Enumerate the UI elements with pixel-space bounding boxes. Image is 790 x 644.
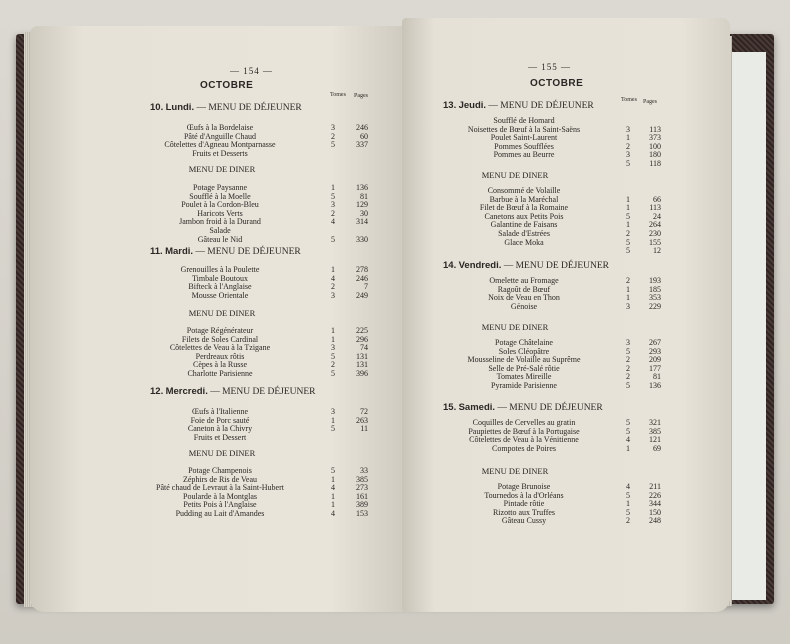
page-ref: 278: [356, 265, 368, 274]
page-ref: 121: [649, 435, 661, 445]
tome-number: 1: [626, 499, 630, 509]
tome-number: 5: [626, 507, 630, 517]
tome-number: 5: [331, 140, 335, 150]
page-ref: 131: [356, 351, 368, 361]
page-ref: 385: [649, 426, 661, 436]
page-ref: 180: [649, 150, 661, 160]
tome-number: 5: [626, 159, 630, 168]
page-ref: 225: [356, 326, 368, 335]
dish-name: Barbue à la Maréchal: [489, 194, 559, 204]
day-heading: [443, 260, 609, 271]
tome-number: 3: [626, 150, 630, 160]
tome-number: 5: [626, 237, 630, 247]
menu-subheading: MENU DE DINER: [188, 164, 256, 174]
tome-number: 5: [626, 418, 630, 427]
dish-name: Pâté chaud de Levraut à la Saint-Hubert: [156, 483, 284, 493]
dish-name: Soufflé à la Moelle: [189, 191, 251, 201]
page-ref: 81: [653, 372, 661, 382]
page-ref: 373: [649, 133, 661, 143]
tome-number: 2: [626, 516, 630, 526]
tome-number: 2: [626, 363, 630, 373]
dish-name: Haricots Verts: [197, 208, 243, 218]
tome-number: 3: [626, 301, 630, 311]
month-heading-left: OCTOBRE: [200, 80, 254, 91]
page-ref: 33: [360, 466, 368, 475]
tome-number: 3: [331, 290, 335, 300]
dish-name: Pyramide Parisienne: [491, 381, 557, 390]
dish-name: Gâteau Cussy: [501, 516, 547, 526]
dish-name: Potage Brunoise: [497, 482, 551, 491]
dish-name: Caneton à la Chivry: [187, 424, 253, 434]
tome-number: 2: [331, 208, 335, 218]
page-ref: 66: [653, 194, 661, 204]
tome-number: 1: [626, 203, 630, 213]
page-ref: 185: [649, 284, 661, 294]
tome-number: 5: [331, 234, 335, 244]
day-number: 15.: [443, 402, 457, 413]
dish-name: Pommes au Beurre: [493, 150, 555, 160]
page-ref: 7: [364, 282, 368, 292]
tome-number: 1: [626, 220, 630, 230]
page-ref: 193: [649, 276, 661, 285]
dish-name: Zéphirs de Ris de Veau: [182, 474, 258, 484]
dish-name: Fruits et Dessert: [193, 432, 247, 442]
page-ref: 229: [649, 301, 661, 311]
tome-number: 1: [331, 326, 335, 335]
tome-number: 1: [626, 284, 630, 294]
dish-name: Timbale Boutoux: [192, 273, 248, 283]
tome-number: 4: [626, 435, 630, 445]
page-ref: 226: [649, 490, 661, 500]
tome-number: 5: [626, 490, 630, 500]
tome-number: 2: [331, 360, 335, 370]
page-ref: 161: [356, 491, 368, 501]
page-ref: 296: [356, 334, 368, 344]
day-heading: [150, 246, 301, 257]
tome-number: 3: [331, 123, 335, 132]
tome-number: 4: [331, 273, 335, 283]
tome-number: 1: [626, 194, 630, 204]
day-name: Jeudi.: [458, 100, 487, 111]
day-number: 10.: [150, 102, 164, 113]
tome-number: 5: [331, 466, 335, 475]
dish-name: Charlotte Parisienne: [187, 369, 253, 378]
tome-number: 5: [626, 246, 630, 256]
tome-number: 1: [331, 334, 335, 344]
page-ref: 136: [649, 381, 661, 390]
page-ref: 81: [360, 191, 368, 201]
dish-name: Perdreaux rôtis: [195, 351, 245, 361]
page-ref: 321: [649, 418, 661, 427]
col-tomes-right: Tomes: [621, 97, 637, 103]
page-ref: 118: [649, 159, 661, 168]
dish-name: Jambon froid à la Durand: [179, 217, 261, 227]
dish-name: Pâté d'Anguille Chaud: [183, 131, 257, 141]
dish-name: Coquilles de Cervelles au gratin: [472, 418, 576, 427]
page-ref: 263: [356, 415, 368, 425]
col-pages-left: Pages: [354, 93, 368, 99]
page-ref: 155: [649, 237, 661, 247]
tome-number: 3: [626, 124, 630, 134]
tome-number: 4: [331, 217, 335, 227]
dish-name: Consommé de Volaille: [487, 186, 561, 195]
dish-name: Génoise: [510, 301, 538, 311]
dish-name: Côtelettes de Veau à la Vénitienne: [469, 435, 579, 445]
tome-number: 1: [331, 415, 335, 425]
page-ref: 330: [356, 234, 368, 244]
page-ref: 131: [356, 360, 368, 370]
day-name: Mardi.: [165, 246, 194, 257]
tome-number: 5: [626, 381, 630, 390]
tome-number: 5: [331, 191, 335, 201]
dish-name: Omelette au Fromage: [489, 276, 559, 285]
dish-name: Grenouilles à la Poulette: [180, 265, 260, 274]
dish-name: Petits Pois à l'Anglaise: [183, 500, 257, 510]
page-ref: 150: [649, 507, 661, 517]
day-name: Lundi.: [165, 102, 195, 113]
tome-number: 1: [331, 500, 335, 510]
dish-name: Soufflé de Homard: [493, 116, 555, 125]
tome-number: 1: [626, 293, 630, 303]
endpaper: [728, 52, 766, 600]
page-ref: 353: [649, 293, 661, 303]
tome-number: 3: [331, 343, 335, 353]
tome-number: 5: [626, 346, 630, 356]
tome-number: 1: [331, 265, 335, 274]
tome-number: 3: [626, 338, 630, 347]
page-ref: 344: [649, 499, 661, 509]
dish-name: Cèpes à la Russe: [193, 360, 247, 370]
day-name: Mercredi.: [165, 386, 208, 397]
meal-title: — MENU DE DÉJEUNER: [207, 387, 316, 397]
day-number: 12.: [150, 386, 164, 397]
tome-number: 1: [331, 491, 335, 501]
page-number-right: — 155 —: [528, 62, 571, 72]
dish-name: Côtelettes d'Agneau Montparnasse: [164, 140, 276, 150]
tome-number: 3: [331, 407, 335, 416]
tome-number: 1: [626, 443, 630, 453]
dish-name: Glace Moka: [504, 237, 544, 247]
page-ref: 385: [356, 474, 368, 484]
dish-name: Foie de Porc sauté: [190, 415, 250, 425]
tome-number: 5: [331, 369, 335, 378]
tome-number: 4: [331, 483, 335, 493]
page-ref: 136: [356, 183, 368, 192]
dish-name: Pintade rôtie: [503, 499, 545, 509]
day-number: 14.: [443, 260, 457, 271]
meal-title: — MENU DE DÉJEUNER: [486, 101, 594, 111]
page-ref: 129: [356, 200, 368, 210]
meal-title: — MENU DE DÉJEUNER: [501, 261, 610, 271]
menu-subheading: MENU DE DINER: [188, 448, 256, 458]
day-heading: [150, 386, 316, 397]
tome-number: 5: [626, 426, 630, 436]
dish-name: Soles Cléopâtre: [498, 346, 550, 356]
dish-name: Poulet Saint-Laurent: [490, 133, 558, 143]
dish-name: Potage Champenois: [188, 466, 252, 475]
tome-number: 2: [626, 276, 630, 285]
page-ref: 273: [356, 483, 368, 493]
tome-number: 2: [331, 282, 335, 292]
page-ref: 74: [360, 343, 368, 353]
tome-number: 2: [331, 131, 335, 141]
page-ref: 209: [649, 355, 661, 365]
dish-name: Gâteau le Nid: [197, 234, 243, 244]
dish-name: Selle de Pré-Salé rôtie: [488, 363, 560, 373]
dish-name: Salade: [209, 226, 231, 235]
tome-number: 3: [331, 200, 335, 210]
dish-name: Tomates Mireille: [496, 372, 552, 382]
day-number: 11.: [150, 246, 163, 257]
page-ref: 113: [649, 203, 661, 213]
page-ref: 100: [649, 141, 661, 151]
tome-number: 2: [626, 372, 630, 382]
page-ref: 230: [649, 229, 661, 238]
dish-name: Salade d'Estrées: [498, 229, 550, 238]
tome-number: 4: [626, 482, 630, 491]
dish-name: Poulet à la Cordon-Bleu: [181, 200, 259, 210]
page-ref: 211: [649, 482, 661, 491]
dish-name: Canetons aux Petits Pois: [484, 211, 564, 221]
page-ref: 72: [360, 407, 368, 416]
tome-number: 2: [626, 355, 630, 365]
tome-number: 1: [626, 133, 630, 143]
tome-number: 5: [331, 424, 335, 434]
dish-name: Bifteck à l'Anglaise: [188, 282, 252, 292]
dish-name: Pudding au Lait d'Amandes: [175, 509, 265, 518]
page-ref: 177: [649, 363, 661, 373]
page-ref: 60: [360, 131, 368, 141]
page-ref: 337: [356, 140, 368, 150]
page-ref: 264: [649, 220, 661, 230]
dish-name: Noix de Veau en Thon: [488, 293, 560, 303]
page-ref: 12: [653, 246, 661, 256]
page-ref: 11: [360, 424, 368, 434]
tome-number: 2: [626, 229, 630, 238]
day-name: Samedi.: [458, 402, 496, 413]
day-number: 13.: [443, 100, 457, 111]
dish-name: Filet de Bœuf à la Romaine: [479, 203, 569, 213]
left-page: [30, 26, 406, 612]
dish-name: Œufs à l'Italienne: [191, 407, 249, 416]
dish-name: Tournedos à la d'Orléans: [484, 490, 564, 500]
dish-name: Œufs à la Bordelaise: [186, 123, 254, 132]
dish-name: Noisettes de Bœuf à la Saint-Saëns: [467, 124, 581, 134]
dish-name: Côtelettes de Veau à la Tzigane: [169, 343, 271, 353]
page-ref: 246: [356, 123, 368, 132]
dish-name: Ragoût de Bœuf: [497, 284, 551, 294]
dish-name: Potage Régénérateur: [186, 326, 254, 335]
page-ref: 30: [360, 208, 368, 218]
tome-number: 2: [626, 141, 630, 151]
day-heading: [443, 402, 603, 413]
dish-name: Fruits et Desserts: [192, 148, 248, 158]
dish-name: Mousse Orientale: [191, 290, 249, 300]
page-ref: 293: [649, 346, 661, 356]
dish-name: Compotes de Poires: [492, 443, 556, 453]
page-ref: 396: [356, 369, 368, 378]
col-tomes-left: Tomes: [330, 92, 346, 98]
page-number-left: — 154 —: [230, 66, 273, 76]
meal-title: — MENU DE DÉJEUNER: [194, 103, 302, 113]
dish-name: Rizotto aux Truffes: [492, 507, 556, 517]
page-ref: 267: [649, 338, 661, 347]
dish-name: Filets de Soles Cardinal: [181, 334, 259, 344]
meal-title: — MENU DE DÉJEUNER: [495, 403, 603, 413]
dish-name: Paupiettes de Bœuf à la Portugaise: [468, 426, 580, 436]
day-heading: [150, 102, 302, 113]
dish-name: Potage Paysanne: [193, 183, 247, 192]
menu-subheading: MENU DE DINER: [481, 466, 549, 476]
dish-name: Mousseline de Volaille au Suprême: [467, 355, 581, 365]
page-ref: 248: [649, 516, 661, 526]
menu-subheading: MENU DE DINER: [188, 308, 256, 318]
page-ref: 69: [653, 443, 661, 453]
tome-number: 4: [331, 509, 335, 518]
dish-name: Poularde à la Montglas: [183, 491, 257, 501]
page-ref: 389: [356, 500, 368, 510]
dish-name: Potage Châtelaine: [495, 338, 553, 347]
day-name: Vendredi.: [458, 260, 502, 271]
col-pages-right: Pages: [643, 99, 657, 105]
page-ref: 314: [356, 217, 368, 227]
menu-subheading: MENU DE DINER: [481, 170, 549, 180]
tome-number: 5: [626, 211, 630, 221]
day-heading: [443, 100, 594, 111]
page-ref: 246: [356, 273, 368, 283]
tome-number: 1: [331, 183, 335, 192]
tome-number: 5: [331, 351, 335, 361]
meal-title: — MENU DE DÉJEUNER: [193, 247, 301, 257]
page-ref: 153: [356, 509, 368, 518]
page-ref: 113: [649, 124, 661, 134]
tome-number: 1: [331, 474, 335, 484]
dish-name: Pommes Soufflées: [494, 141, 554, 151]
month-heading-right: OCTOBRE: [530, 78, 584, 89]
dish-name: Galantine de Faisans: [490, 220, 558, 230]
page-ref: 249: [356, 290, 368, 300]
menu-subheading: MENU DE DINER: [481, 322, 549, 332]
page-ref: 24: [653, 211, 661, 221]
